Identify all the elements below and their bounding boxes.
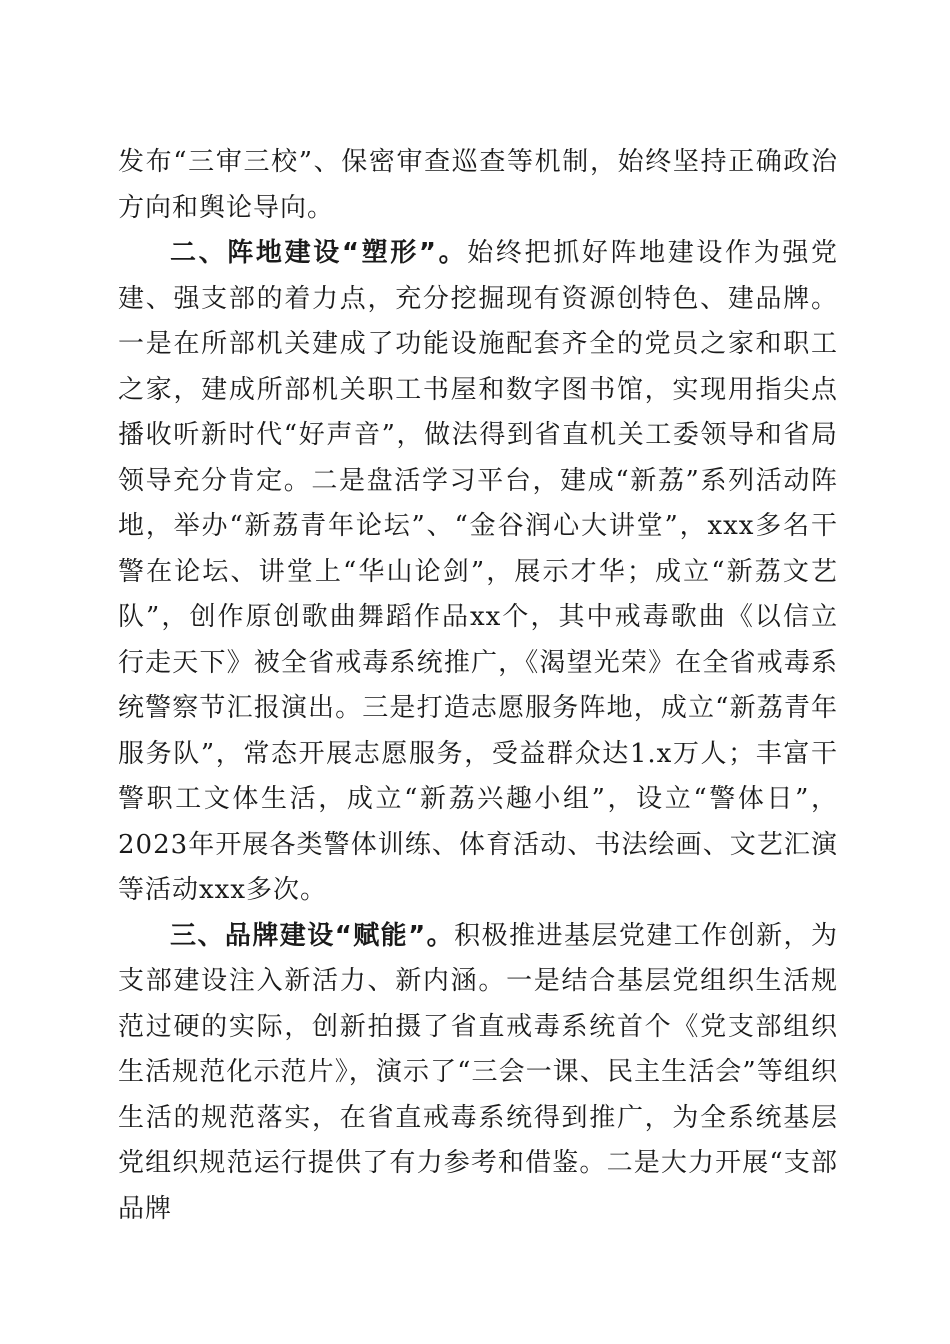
document-body — [118, 140, 838, 1232]
paragraph-text: 发布“三审三校”、保密审查巡查等机制，始终坚持正确政治方向和舆论导向。 — [118, 147, 838, 223]
paragraph-text: 积极推进基层党建工作创新，为支部建设注入新活力、新内涵。一是结合基层党组织生活规范过硬的实际，创新拍摄了省直戒毒系统首个《党支部组织生活规范化示范片》，演示了“三会一课、民主生活会”等组织生活的规范落实，在省直戒毒系统得到推广，为全系统基层党组织规范运行提供了有力参考和借鉴。二是大力开展“支部品牌 — [118, 920, 838, 1224]
section-heading-position-building: 二、阵地建设“塑形”。 — [170, 238, 468, 268]
paragraph-position-building — [118, 231, 838, 914]
paragraph-brand-building — [118, 914, 838, 1233]
paragraph-continuation — [118, 140, 838, 231]
paragraph-text: 始终把抓好阵地建设作为强党建、强支部的着力点，充分挖掘现有资源创特色、建品牌。一是在所部机关建成了功能设施配套齐全的党员之家和职工之家，建成所部机关职工书屋和数字图书馆，实现用指尖点播收听新时代“好声音”，做法得到省直机关工委领导和省局领导充分肯定。二是盘活学习平台，建成“新荔”系列活动阵地，举办“新荔青年论坛”、“金谷润心大讲堂”，xxx多名干警在论坛、讲堂上“华山论剑”，展示才华；成立“新荔文艺队”，创作原创歌曲舞蹈作品xx个，其中戒毒歌曲《以信立行走天下》被全省戒毒系统推广，《渴望光荣》在全省戒毒系统警察节汇报演出。三是打造志愿服务阵地，成立“新荔青年服务队”，常态开展志愿服务，受益群众达1.x万人；丰富干警职工文体生活，成立“新荔兴趣小组”，设立“警体日”，2023年开展各类警体训练、体育活动、书法绘画、文艺汇演等活动xxx多次。 — [118, 238, 838, 905]
section-heading-brand-building: 三、品牌建设“赋能”。 — [170, 920, 455, 951]
